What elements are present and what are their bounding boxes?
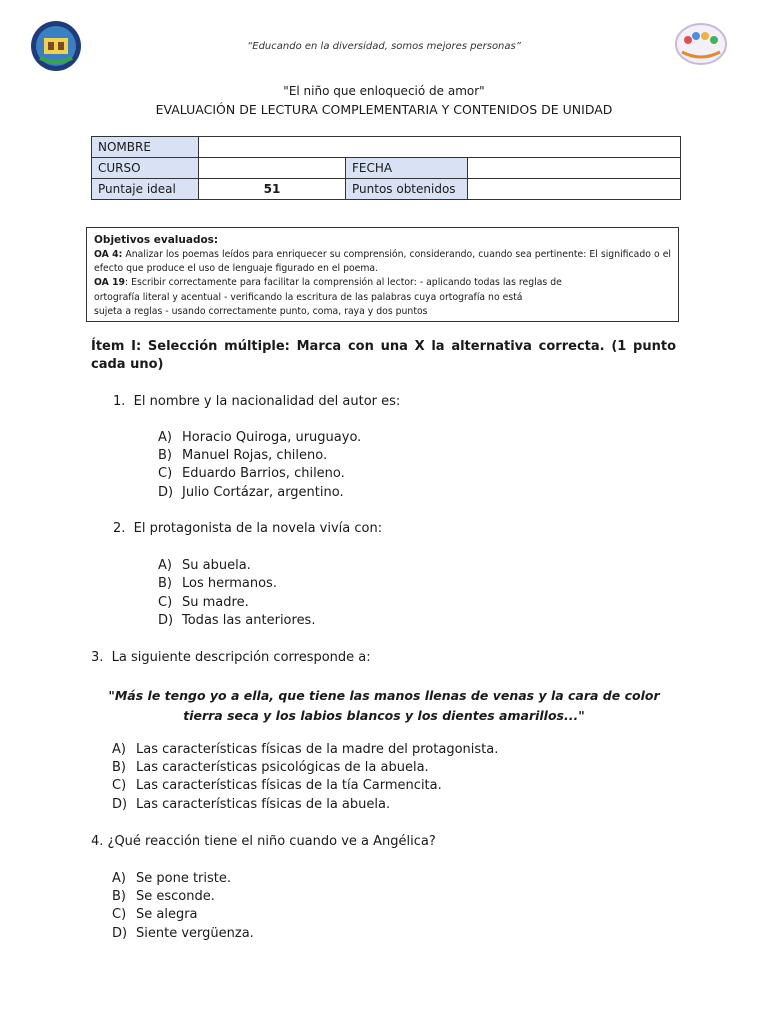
objectives-heading: Objetivos evaluados: xyxy=(94,234,219,246)
q1-option-d[interactable]: D) Julio Cortázar, argentino. xyxy=(158,485,344,500)
oa4-text: Analizar los poemas leídos para enriquecer su comprensión, considerando, cuando sea pertinente: El significado o el efecto que produce el uso de lenguaje figurado en el poema. xyxy=(94,249,671,275)
student-info-table xyxy=(91,136,681,200)
q4-option-c[interactable]: C) Se alegra xyxy=(112,907,198,922)
curso-label: CURSO xyxy=(92,158,199,179)
document-subtitle: EVALUACIÓN DE LECTURA COMPLEMENTARIA Y CONTENIDOS DE UNIDAD xyxy=(155,102,613,117)
document-title: "El niño que enloqueció de amor" xyxy=(283,84,485,98)
question-text: El protagonista de la novela vivía con: xyxy=(133,521,383,536)
fecha-label: FECHA xyxy=(346,158,468,179)
question-4 xyxy=(91,834,436,849)
question-text: La siguiente descripción corresponde a: xyxy=(111,650,371,665)
curso-field[interactable] xyxy=(199,158,346,179)
puntaje-ideal-value: 51 xyxy=(199,179,346,200)
oa19-line3: sujeta a reglas - usando correctamente punto, coma, raya y dos puntos xyxy=(94,305,428,317)
q4-option-d[interactable]: D) Siente vergüenza. xyxy=(112,926,254,941)
question-3 xyxy=(91,650,371,665)
puntaje-ideal-label: Puntaje ideal xyxy=(92,179,199,200)
q3-option-a[interactable]: A) Las características físicas de la madre del protagonista. xyxy=(112,742,499,757)
question-number: 4. xyxy=(91,834,104,849)
oa4-code: OA 4: xyxy=(94,249,123,260)
novel-quote xyxy=(92,686,676,726)
quote-line-2: tierra seca y los labios blancos y los dientes amarillos..." xyxy=(183,708,585,723)
objectives-box xyxy=(86,227,679,322)
q3-option-c[interactable]: C) Las características físicas de la tía Carmencita. xyxy=(112,778,442,793)
oa19-line1: : Escribir correctamente para facilitar la comprensión al lector: - aplicando todas las reglas de xyxy=(125,277,562,289)
q1-option-c[interactable]: C) Eduardo Barrios, chileno. xyxy=(158,466,345,481)
nombre-label: NOMBRE xyxy=(92,137,199,158)
objective-oa19 xyxy=(94,276,671,290)
puntos-obtenidos-field[interactable] xyxy=(468,179,681,200)
q1-option-a[interactable]: A) Horacio Quiroga, uruguayo. xyxy=(158,430,362,445)
q1-option-b[interactable]: B) Manuel Rojas, chileno. xyxy=(158,448,328,463)
q2-option-b[interactable]: B) Los hermanos. xyxy=(158,576,277,591)
q4-option-b[interactable]: B) Se esconde. xyxy=(112,889,215,904)
q3-option-d[interactable]: D) Las características físicas de la abuela. xyxy=(112,797,391,812)
table-row xyxy=(92,158,681,179)
quote-line-1: "Más le tengo yo a ella, que tiene las manos llenas de venas y la cara de color xyxy=(108,688,660,703)
oa19-line2: ortografía literal y acentual - verificando la escritura de las palabras cuya ortografía no está xyxy=(94,291,523,303)
question-text: El nombre y la nacionalidad del autor es: xyxy=(133,394,401,409)
question-number: 2. xyxy=(113,521,126,536)
table-row xyxy=(92,137,681,158)
item1-heading: Ítem I: Selección múltiple: Marca con una X la alternativa correcta. (1 punto cada uno) xyxy=(91,339,676,372)
table-row xyxy=(92,179,681,200)
question-number: 1. xyxy=(113,394,126,409)
question-2 xyxy=(113,521,382,536)
puntos-obtenidos-label: Puntos obtenidos xyxy=(346,179,468,200)
q2-option-c[interactable]: C) Su madre. xyxy=(158,595,249,610)
question-number: 3. xyxy=(91,650,104,665)
nombre-field[interactable] xyxy=(199,137,681,158)
q2-option-d[interactable]: D) Todas las anteriores. xyxy=(158,613,316,628)
q4-option-a[interactable]: A) Se pone triste. xyxy=(112,871,232,886)
question-text: ¿Qué reacción tiene el niño cuando ve a Angélica? xyxy=(107,834,436,849)
fecha-field[interactable] xyxy=(468,158,681,179)
objective-oa4 xyxy=(94,248,671,276)
question-1 xyxy=(113,394,400,409)
school-motto: “Educando en la diversidad, somos mejores personas” xyxy=(247,41,521,52)
q3-option-b[interactable]: B) Las características psicológicas de la abuela. xyxy=(112,760,429,775)
oa19-code: OA 19 xyxy=(94,277,126,289)
q2-option-a[interactable]: A) Su abuela. xyxy=(158,558,251,573)
